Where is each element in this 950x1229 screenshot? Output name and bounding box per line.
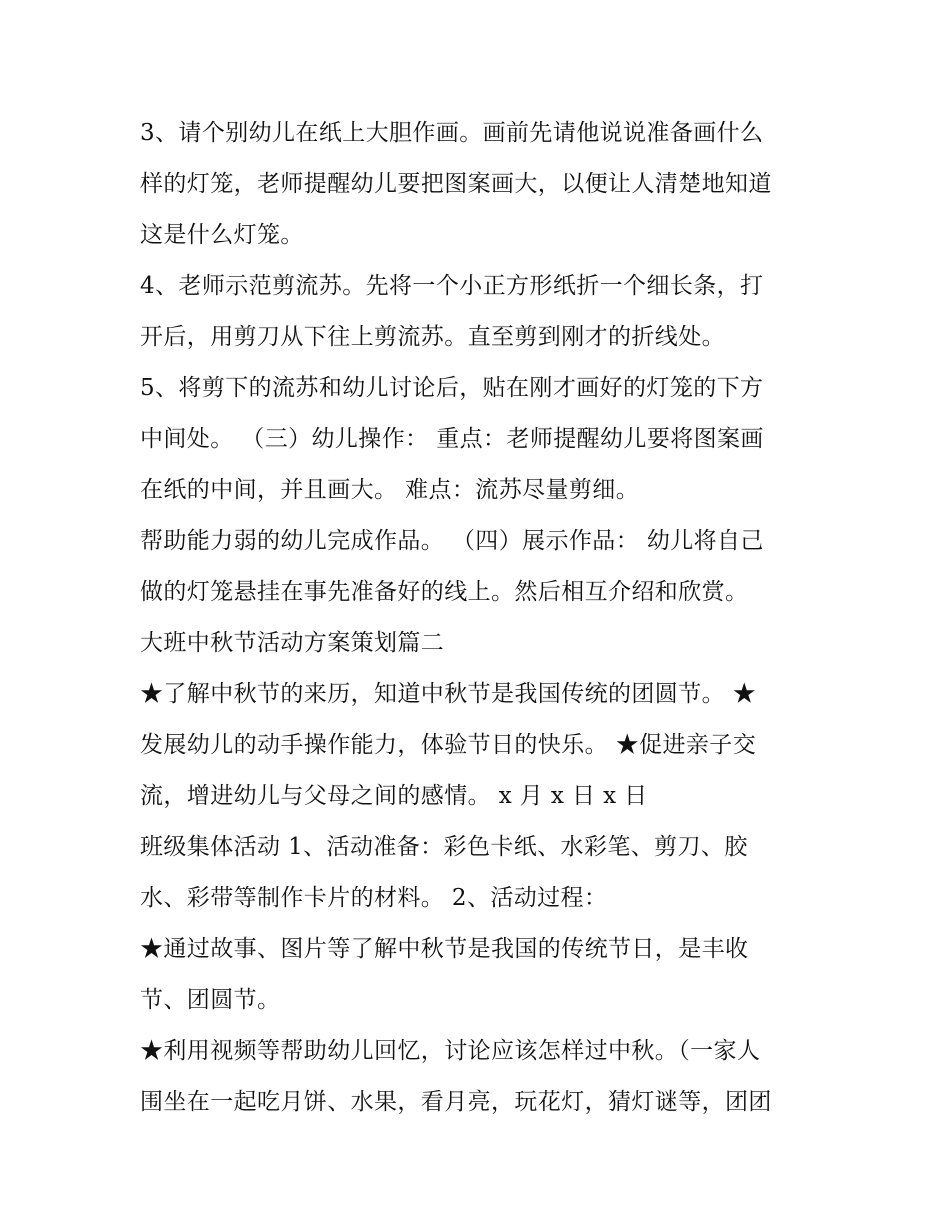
text-line: 帮助能力弱的幼儿完成作品。 （四）展示作品： 幼儿将自己 (140, 528, 764, 554)
text-line: 水、彩带等制作卡片的材料。 2、活动过程： (140, 885, 608, 911)
text-line: 节、团圆节。 (140, 987, 281, 1013)
text-line: 班级集体活动 1、活动准备：彩色卡纸、水彩笔、剪刀、胶 (140, 834, 748, 860)
text-line: 流，增进幼儿与父母之间的感情。 x 月 x 日 x 日 (140, 783, 648, 809)
document-body (140, 108, 820, 1128)
text-line: 开后，用剪刀从下往上剪流苏。直至剪到刚才的折线处。 (140, 324, 725, 350)
text-line: ★了解中秋节的来历，知道中秋节是我国传统的团圆节。 ★ (140, 681, 757, 707)
section-heading: 大班中秋节活动方案策划篇二 (140, 630, 445, 656)
text-line: 做的灯笼悬挂在事先准备好的线上。然后相互介绍和欣赏。 (140, 579, 749, 605)
text-line: 围坐在一起吃月饼、水果，看月亮，玩花灯，猜灯谜等，团团 (140, 1089, 772, 1115)
text-line: 3、请个别幼儿在纸上大胆作画。画前先请他说说准备画什么 (140, 120, 764, 146)
text-line: 在纸的中间，并且画大。 难点：流苏尽量剪细。 (140, 477, 640, 503)
text-line: 这是什么灯笼。 (140, 222, 304, 248)
text-line: 样的灯笼，老师提醒幼儿要把图案画大，以便让人清楚地知道 (140, 171, 772, 197)
text-line: 5、将剪下的流苏和幼儿讨论后，贴在刚才画好的灯笼的下方 (140, 375, 764, 401)
text-line: 中间处。 （三）幼儿操作： 重点：老师提醒幼儿要将图案画 (140, 426, 764, 452)
text-line: ★利用视频等帮助幼儿回忆，讨论应该怎样过中秋。（一家人 (140, 1038, 761, 1064)
text-line: ★通过故事、图片等了解中秋节是我国的传统节日，是丰收 (140, 936, 749, 962)
text-line: 4、老师示范剪流苏。先将一个小正方形纸折一个细长条，打 (140, 273, 764, 299)
text-line: 发展幼儿的动手操作能力，体验节日的快乐。 ★促进亲子交 (140, 732, 757, 758)
